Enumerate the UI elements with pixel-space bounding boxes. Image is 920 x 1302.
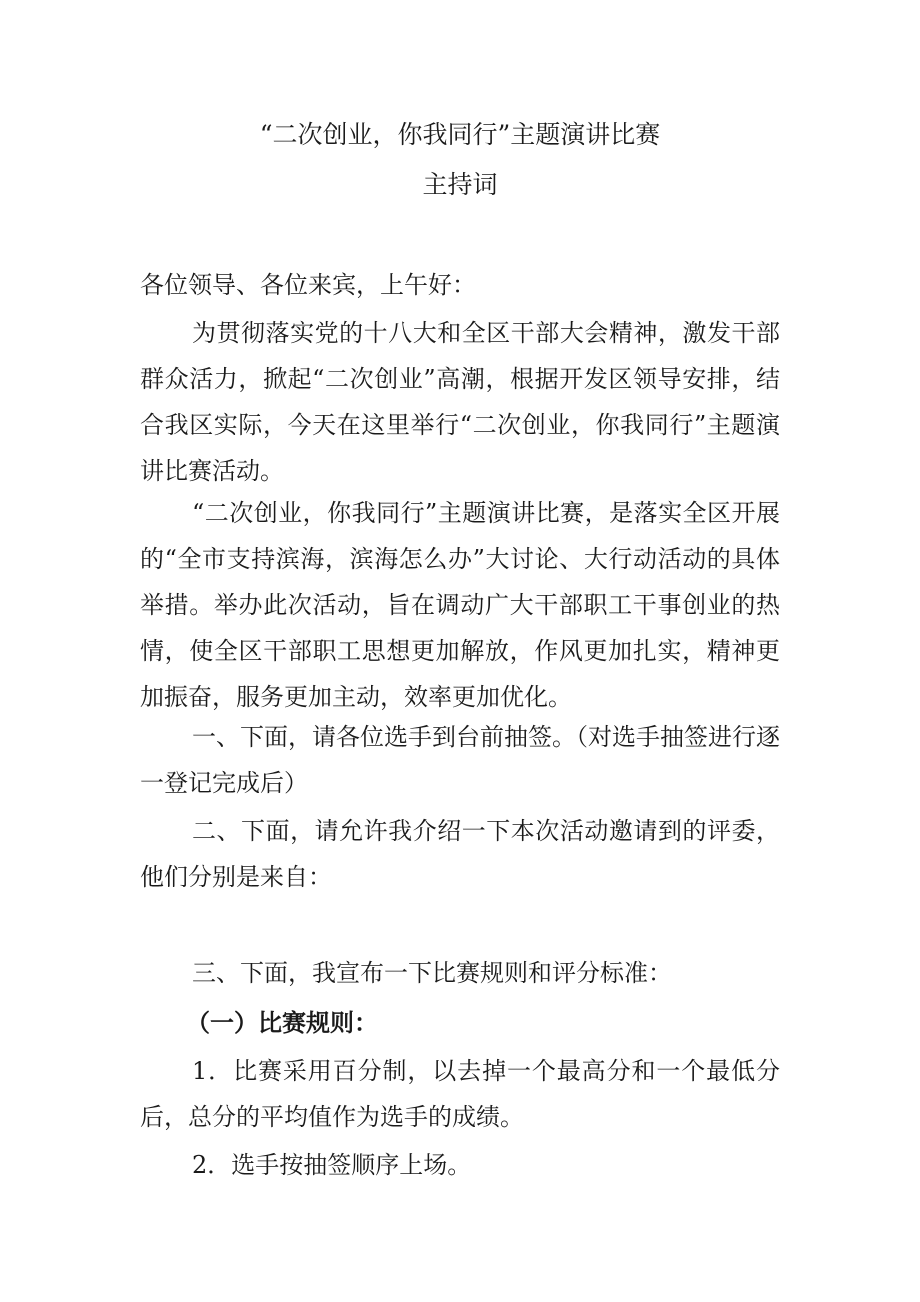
document-title: “二次创业，你我同行”主题演讲比赛: [259, 120, 661, 149]
paragraph-step-one: 一、下面，请各位选手到台前抽签。（对选手抽签进行逐一登记完成后）: [140, 723, 780, 797]
paragraph-step-two: 二、下面，请允许我介绍一下本次活动邀请到的评委，他们分别是来自：: [140, 817, 780, 891]
rule-item: 1．比赛采用百分制，以去掉一个最高分和一个最低分后，总分的平均值作为选手的成绩。: [140, 1057, 780, 1131]
paragraph-intro: 为贯彻落实党的十八大和全区干部大会精神，激发干部群众活力，掀起“二次创业”高潮，根据开发区领导安排，结合我区实际，今天在这里举行“二次创业，你我同行”主题演讲比赛活动。: [140, 319, 780, 485]
greeting: 各位领导、各位来宾，上午好：: [140, 271, 476, 299]
paragraph-step-three: 三、下面，我宣布一下比赛规则和评分标准：: [192, 959, 672, 987]
paragraph-purpose: “二次创业，你我同行”主题演讲比赛，是落实全区开展的“全市支持滨海，滨海怎么办”大讨论、大行动活动的具体举措。举办此次活动，旨在调动广大干部职工干事创业的热情，使全区干部职工思想更加解放，作风更加扎实，精神更加振奋，服务更加主动，效率更加优化。: [140, 499, 780, 711]
section-heading: （一）比赛规则：: [186, 1008, 378, 1037]
document-subtitle: 主持词: [422, 170, 498, 199]
rule-item: 2．选手按抽签顺序上场。: [192, 1151, 472, 1179]
